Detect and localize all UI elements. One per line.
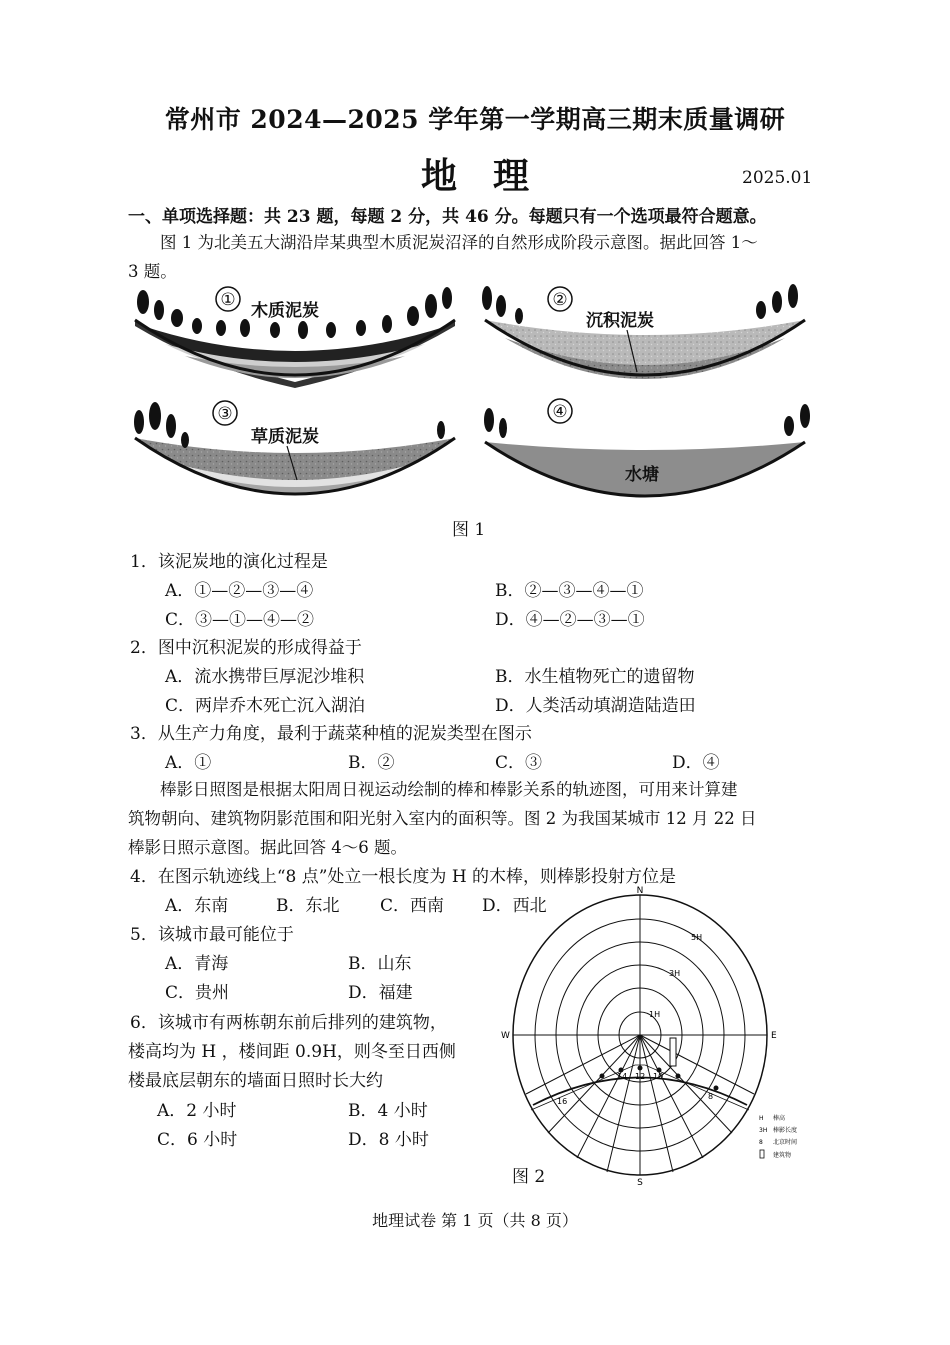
intro1-line1: 图 1 为北美五大湖沿岸某典型木质泥炭沼泽的自然形成阶段示意图。据此回答 1～ <box>160 233 758 252</box>
question-4-stem: 4．在图示轨迹线上“8 点”处立一根长度为 H 的木棒，则棒影投射方位是 <box>130 867 677 887</box>
question-6-stem-line2: 楼高均为 H ，楼间距 0.9H，则冬至日西侧 <box>128 1042 456 1062</box>
question-1-option-a[interactable]: A．①—②—③—④ <box>165 581 314 601</box>
ring-label-5h: 5H <box>691 933 703 942</box>
question-2-stem: 2．图中沉积泥炭的形成得益于 <box>130 638 362 658</box>
question-1-option-b[interactable]: B．②—③—④—① <box>495 581 644 601</box>
question-6-stem-line1: 6．该城市有两栋朝东前后排列的建筑物， <box>130 1013 447 1033</box>
question-2-option-c[interactable]: C．两岸乔木死亡沉入湖泊 <box>165 696 366 716</box>
question-5-option-a[interactable]: A．青海 <box>165 954 229 974</box>
question-5-option-b[interactable]: B．山东 <box>348 954 412 974</box>
panel-3-label: 草质泥炭 <box>251 427 319 447</box>
compass-south: S <box>637 1178 643 1188</box>
figure2-caption: 图 2 <box>512 1167 546 1187</box>
panel-4-label: 水塘 <box>625 465 659 485</box>
exam-date: 2025.01 <box>742 168 813 188</box>
legend-symbol-2: 3H <box>759 1127 768 1134</box>
hour-label-8: 8 <box>708 1092 714 1101</box>
figure2-legend <box>759 1114 797 1159</box>
panel-4-number: ④ <box>552 402 568 422</box>
hour-label-10: 10 <box>653 1072 664 1081</box>
panel-2-label: 沉积泥炭 <box>586 311 654 331</box>
figure1-caption: 图 1 <box>452 520 486 540</box>
question-5-option-c[interactable]: C．贵州 <box>165 983 230 1003</box>
question-5-option-d[interactable]: D．福建 <box>348 983 413 1003</box>
legend-text-4: 建筑物 <box>773 1152 792 1159</box>
question-2-option-d[interactable]: D．人类活动填湖造陆造田 <box>495 696 696 716</box>
compass-east: E <box>771 1031 777 1041</box>
hour-label-12: 12 <box>635 1072 646 1081</box>
panel-2-number: ② <box>552 290 568 310</box>
intro2-line3: 棒影日照示意图。据此回答 4～6 题。 <box>128 838 407 857</box>
compass-north: N <box>636 886 644 896</box>
question-6-option-c[interactable]: C．6 小时 <box>157 1130 238 1150</box>
question-6-option-a[interactable]: A．2 小时 <box>157 1101 237 1121</box>
panel-4-pond <box>484 399 810 496</box>
question-1-option-d[interactable]: D．④—②—③—① <box>495 610 645 630</box>
section-heading: 一、单项选择题：共 23 题，每题 2 分，共 46 分。每题只有一个选项最符合题意。 <box>128 207 767 227</box>
panel-3-grass-peat <box>134 401 455 495</box>
question-1-option-c[interactable]: C．③—①—④—② <box>165 610 315 630</box>
question-3-stem: 3．从生产力角度，最利于蔬菜种植的泥炭类型在图示 <box>130 724 532 744</box>
hour-label-16: 16 <box>557 1097 568 1106</box>
question-2-option-a[interactable]: A．流水携带巨厚泥沙堆积 <box>165 667 365 687</box>
figure1-diagram <box>125 280 825 515</box>
legend-symbol-3: 8 <box>759 1139 763 1146</box>
panel-1-wood-peat <box>135 287 455 388</box>
question-4-option-c[interactable]: C．西南 <box>380 896 445 916</box>
panel-1-label: 木质泥炭 <box>251 301 319 321</box>
question-4-option-b[interactable]: B．东北 <box>276 896 340 916</box>
subject-title: 地理 <box>420 155 565 197</box>
question-6-option-b[interactable]: B．4 小时 <box>348 1101 428 1121</box>
hour-label-14: 14 <box>617 1072 628 1081</box>
exam-title: 常州市 2024—2025 学年第一学期高三期末质量调研 <box>164 105 786 134</box>
legend-text-2: 棒影长度 <box>773 1127 798 1134</box>
legend-symbol-1: H <box>759 1115 764 1122</box>
question-6-stem-line3: 楼最底层朝东的墙面日照时长大约 <box>128 1071 383 1091</box>
question-3-option-b[interactable]: B．② <box>348 753 395 773</box>
legend-text-3: 北京时间 <box>773 1139 798 1146</box>
building-marker <box>670 1038 676 1066</box>
question-4-option-d[interactable]: D．西北 <box>482 896 547 916</box>
ring-label-1h: 1H <box>649 1010 661 1019</box>
question-2-option-b[interactable]: B．水生植物死亡的遗留物 <box>495 667 695 687</box>
compass-west: W <box>501 1031 510 1041</box>
panel-1-number: ① <box>220 290 236 310</box>
question-1-stem: 1．该泥炭地的演化过程是 <box>130 552 328 572</box>
legend-text-1: 棒高 <box>773 1115 786 1122</box>
question-5-stem: 5．该城市最可能位于 <box>130 925 294 945</box>
page-footer: 地理试卷 第 1 页（共 8 页） <box>372 1211 578 1230</box>
ring-label-3h: 3H <box>669 969 681 978</box>
panel-2-sediment-peat <box>482 284 805 379</box>
intro2-line2: 筑物朝向、建筑物阴影范围和阳光射入室内的面积等。图 2 为我国某城市 12 月 22 日 <box>128 809 757 828</box>
panel-3-number: ③ <box>217 404 233 424</box>
intro2-line1: 棒影日照图是根据太阳周日视运动绘制的棒和棒影关系的轨迹图，可用来计算建 <box>160 780 738 799</box>
question-4-option-a[interactable]: A．东南 <box>165 896 229 916</box>
question-3-option-a[interactable]: A．① <box>165 753 212 773</box>
question-3-option-d[interactable]: D．④ <box>672 753 720 773</box>
legend-building-icon <box>760 1150 764 1158</box>
question-6-option-d[interactable]: D．8 小时 <box>348 1130 429 1150</box>
question-3-option-c[interactable]: C．③ <box>495 753 543 773</box>
figure2-sun-shadow-chart <box>495 880 815 1190</box>
intro1-line2: 3 题。 <box>128 262 177 281</box>
